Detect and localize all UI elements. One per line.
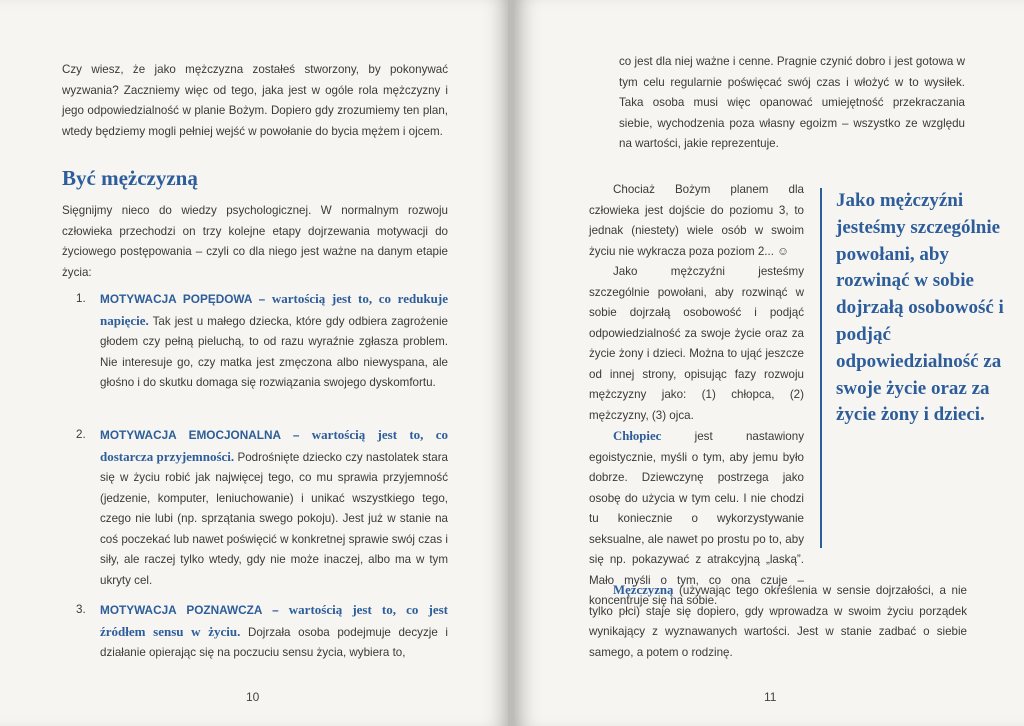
continued-paragraph: co jest dla niej ważne i cenne. Pragnie czynić dobro i jest gotowa w tym celu regularnie poświęcać swój czas i włożyć w to wysiłek. Taka osoba musi więc opanować umiejętność przekraczania siebie, wychodzenia poza własny egoizm – wszystko ze względu na wartości, jakie reprezentuje. [619, 55, 965, 150]
list-number: 1. [76, 292, 86, 305]
list-text: Dojrzała osoba podejmuje decyzje i działanie opierając się na poczuciu sensu życia, wybiera to, [100, 625, 448, 659]
section-paragraph: Sięgnijmy nieco do wiedzy psychologicznej. W normalnym rozwoju człowieka przechodzi on trzy kolejne etapy dojrzewania motywacji do życiowego postępowania – czyli co dla niego jest ważne na danym etapie życia: [62, 204, 448, 279]
left-page [0, 0, 510, 726]
list-label: MOTYWACJA POPĘDOWA – [100, 292, 272, 306]
pull-quote-bar [820, 188, 822, 548]
pull-quote: Jako mężczyźni jesteśmy szczególnie powołani, aby rozwinąć w sobie dojrzałą osobowość i podjąć odpowiedzialność za swoje życie oraz za życie żony i dzieci. [836, 190, 1004, 426]
column-paragraph-1: Chociaż Bożym planem dla człowieka jest dojście do poziomu 3, to jednak (niestety) wiele osób w swoim życiu nie wykracza poza poziom 2... ☺ [589, 183, 804, 258]
list-text: Podrośnięte dziecko czy nastolatek stara się w życiu robić jak najwięcej tego, co mu sprawia przyjemność (jedzenie, komputer, leniuchowanie) i unikać wszystkiego tego, czego nie lubi (np. sprzątania swego pokoju). Jest już w stanie na coś poczekać lub nawet poświęcić w konkretnej sprawie swój czas i siły, ale raczej tylko wtedy, gdy nie może inaczej, albo ma w tym ukryty cel. [100, 450, 448, 587]
list-number: 2. [76, 428, 86, 441]
list-highlight: wartością jest to, co jest źródłem sensu w życiu. [100, 602, 448, 639]
term-chlopiec: Chłopiec [613, 429, 662, 443]
page-number: 11 [764, 690, 777, 704]
list-highlight: wartością jest to, co redukuje napięcie. [100, 291, 448, 328]
section-heading: Być mężczyzną [62, 166, 198, 190]
list-text: Tak jest u małego dziecka, które gdy odbiera zagrożenie głodem czy pełną pieluchą, to od razu wyraźnie zgłasza problem. Nie interesuje go, czy matka jest zmęczona albo niewyspana, ale głośno i do skutku domaga się rozwiązania swojego dyskomfortu. [100, 314, 448, 389]
list-item-2 [76, 425, 448, 591]
list-number: 3. [76, 603, 86, 616]
page-number: 10 [246, 690, 260, 704]
list-item-1 [76, 289, 448, 394]
list-label: MOTYWACJA POZNAWCZA – [100, 603, 289, 617]
list-highlight: wartością jest to, co dostarcza przyjemności. [100, 427, 448, 464]
closing-paragraph-text: (używając tego określenia w sensie dojrzałości, a nie tylko płci) staje się dopiero, gdy wprowadza w swoim życiu porządek wynikający z wyznawanych wartości. Jest w stanie zadbać o siebie samego, a potem o rodzinę. [589, 584, 967, 659]
column-text [589, 180, 804, 612]
term-mezczyzna: Mężczyzną [613, 583, 674, 597]
list-label: MOTYWACJA EMOCJONALNA – [100, 428, 312, 442]
column-paragraph-3-text: jest nastawiony egoistycznie, myśli o tym, aby jemu było dobrze. Dziewczynę postrzega jako osobę do użycia w tym celu. I nie chodzi tu koniecznie o wykorzystywanie seksualne, ale nawet po prostu po to, aby się np. pokazywać z atrakcyjną „laską”. Mało myśli o tym, co ona czuje – koncentruje się na sobie. [589, 430, 804, 607]
closing-paragraph [589, 580, 967, 663]
column-paragraph-2: Jako mężczyźni jesteśmy szczególnie powołani, aby rozwinąć w sobie dojrzałą osobowość i podjąć odpowiedzialność za swoje życie oraz za życie żony i dzieci. Można to ująć jeszcze od innej strony, opisując fazy rozwoju mężczyzny jako: (1) chłopca, (2) mężczyzny, (3) ojca. [589, 265, 804, 422]
intro-paragraph: Czy wiesz, że jako mężczyzna zostałeś stworzony, by pokonywać wyzwania? Zaczniemy więc od tego, jaka jest w ogóle rola mężczyzny i jego odpowiedzialność w planie Bożym. Dopiero gdy zrozumiemy ten plan, wtedy będziemy mogli pełniej wejść w powołanie do bycia mężem i ojcem. [62, 63, 448, 138]
list-item-3 [76, 600, 448, 664]
